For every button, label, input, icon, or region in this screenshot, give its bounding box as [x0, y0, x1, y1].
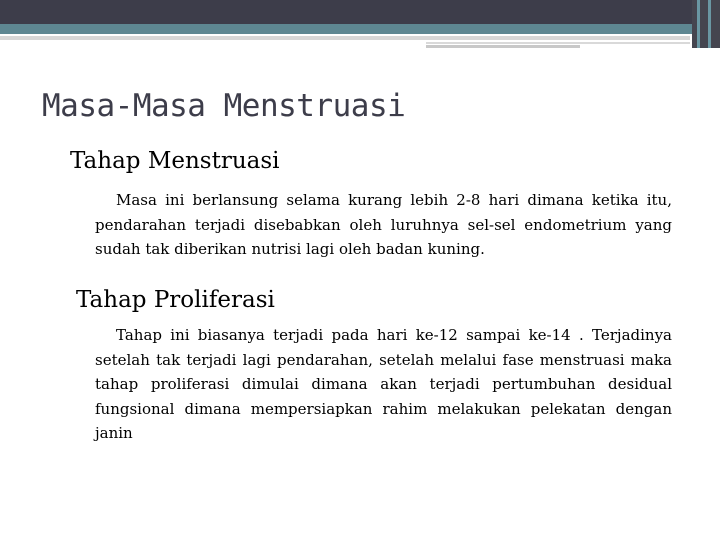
header-corner-stripe — [697, 0, 700, 48]
slide-title: Masa-Masa Menstruasi — [42, 88, 406, 124]
header-rule — [426, 45, 580, 48]
header-rule — [0, 36, 690, 40]
header-corner-stripe — [708, 0, 711, 48]
header-bar-accent — [0, 24, 720, 34]
section-body-proliferasi: Tahap ini biasanya terjadi pada hari ke-12 sampai ke-14 . Terjadinya setelah tak terjadi lagi pendarahan, setelah melalui fase menstruasi maka tahap proliferasi dimulai dimana akan terjadi pertumbuhan desidual fungsional dimana mempersiapkan rahim melakukan pelekatan dengan janin — [95, 326, 672, 442]
section-body-menstruasi: Masa ini berlansung selama kurang lebih 2-8 hari dimana ketika itu, pendarahan terjadi disebabkan oleh luruhnya sel-sel endometrium yang sudah tak diberikan nutrisi lagi oleh badan kuning. — [95, 191, 672, 258]
section-heading-menstruasi: Tahap Menstruasi — [70, 148, 280, 174]
header-rule — [426, 42, 690, 44]
section-heading-proliferasi: Tahap Proliferasi — [76, 287, 275, 313]
header-bar-dark — [0, 0, 720, 24]
